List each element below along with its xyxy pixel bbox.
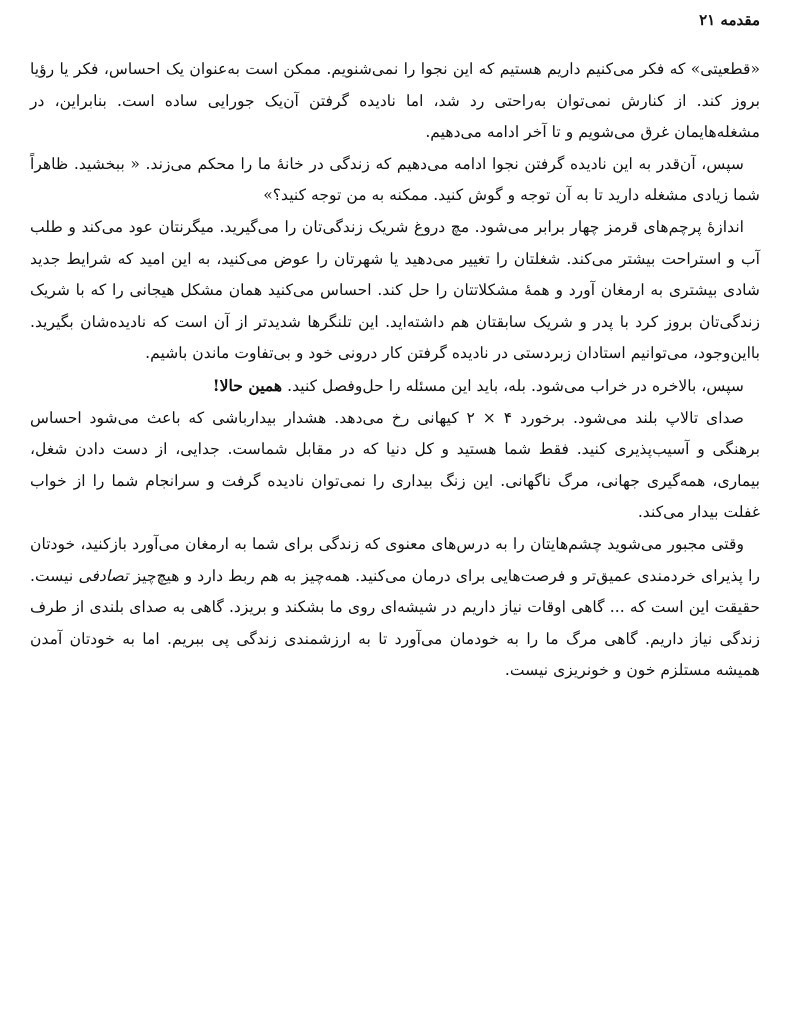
paragraph-4-lead: سپس، بالاخره در خراب می‌شود. بله، باید این مسئله را حل‌وفصل کنید. — [287, 376, 744, 395]
paragraph-4 — [30, 370, 760, 403]
paragraph-5: صدای تالاپ بلند می‌شود. برخورد ۴ × ۲ کیهانی رخ می‌دهد. هشدار بیدارباشی که باعث می‌شود احساس برهنگی و آسیب‌پذیری کنید. فقط شما هستید و کل دنیا که در مقابل شماست. جدایی، از دست دادن شغل، بیماری، همه‌گیری جهانی، مرگ ناگهانی. این زنگ بیداری را نمی‌توان نادیده گرفت و سرانجام شما را از خواب غفلت بیدار می‌کند. — [30, 408, 760, 522]
emphasis-now: همین حالا! — [212, 375, 283, 395]
paragraph-6 — [30, 529, 760, 687]
section-title: مقدمه — [720, 11, 760, 29]
paragraph-6-part-b: نیست. حقیقت این است که ... گاهی اوقات نیاز داریم در شیشه‌ای روی ما بشکند و بریزد. گاهی به صدای بلندی از طرف زندگی نیاز داریم. گاهی مرگ ما را به خودمان می‌آورد تا به ارزشمندی زندگی پی ببریم. اما به خودتان آمدن همیشه مستلزم خون و خونریزی نیست. — [30, 566, 760, 680]
emphasis-random: تصادفی — [78, 566, 129, 585]
paragraph-1: «قطعیتی» که فکر می‌کنیم داریم هستیم که این نجوا را نمی‌شنویم. ممکن است به‌عنوان یک احساس، فکر یا رؤیا بروز کند. از کنارش نمی‌توان به‌راحتی رد شد، اما نادیده گرفتن آن‌یک جورایی ساده است. بنابراین، در مشغله‌هایمان غرق می‌شویم و تا آخر ادامه می‌دهیم. — [30, 60, 760, 142]
page-number: ۲۱ — [699, 11, 716, 29]
paragraph-2: سپس، آن‌قدر به این نادیده گرفتن نجوا ادامه می‌دهیم که زندگی در خانهٔ ما را محکم می‌زند. « ببخشید. ظاهراً شما زیادی مشغله دارید تا به آن توجه و گوش کنید. ممکنه به من توجه کنید؟» — [30, 154, 760, 205]
running-header — [30, 8, 760, 32]
body-text — [30, 54, 760, 687]
paragraph-6-part-a: وقتی مجبور می‌شوید چشم‌هایتان را به درس‌های معنوی که زندگی برای شما به ارمغان می‌آورد بازکنید، خودتان را پذیرای خردمندی عمیق‌تر و فرصت‌هایی برای درمان می‌کنید. همه‌چیز به هم ربط دارد و هیچ‌چیز — [30, 534, 760, 585]
paragraph-3: اندازهٔ پرچم‌های قرمز چهار برابر می‌شود. مچ دروغ شریک زندگی‌تان را می‌گیرید. میگرنتان عود می‌کند و طلب آب و استراحت بیشتر می‌کند. شغلتان را تغییر می‌دهید یا شهرتان را عوض می‌کنید، به این امید که شرایط جدید شادی بیشتری به ارمغان آورد و همهٔ مشکلاتتان را حل کند. احساس می‌کنید همان مشکل هیجانی را که با شریک زندگی‌تان بروز کرد با پدر و شریک سابقتان هم داشته‌اید. این تلنگرها شدیدتر از آن است که نادیده‌شان بگیرید. بااین‌وجود، می‌توانیم استادان زبردستی در نادیده گرفتن کار درونی خود و بی‌تفاوت ماندن باشیم. — [30, 217, 760, 363]
book-page — [30, 8, 760, 1004]
